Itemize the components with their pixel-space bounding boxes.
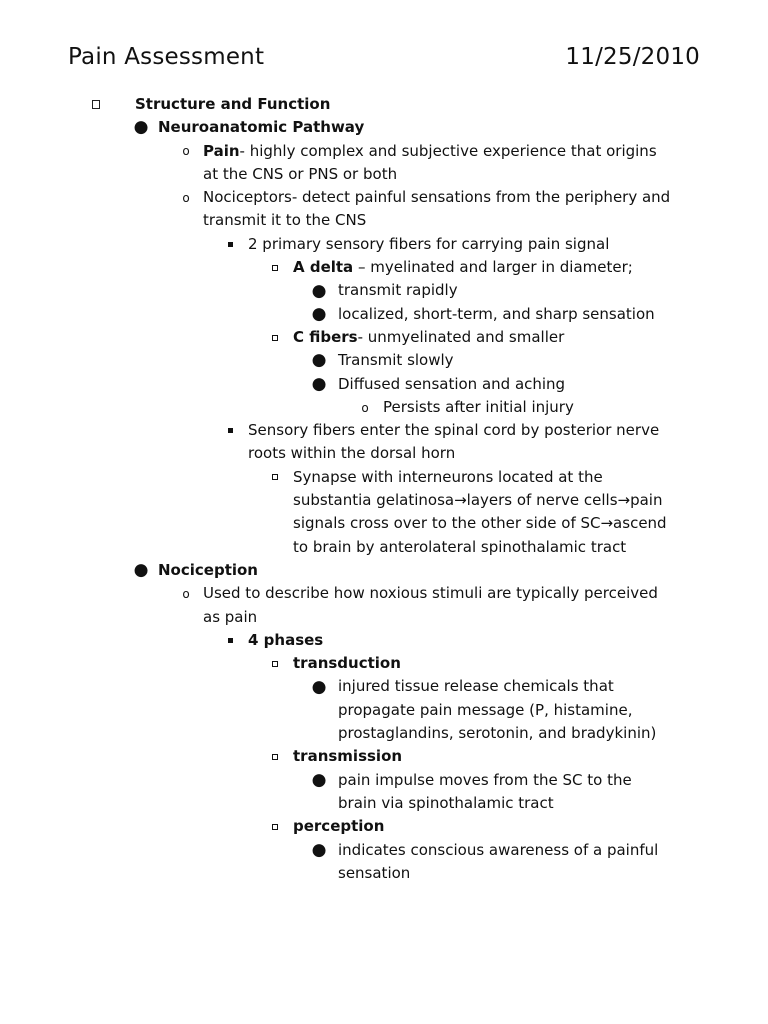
page-date: 11/25/2010 xyxy=(565,44,700,70)
outline-item-a-delta: A delta – myelinated and larger in diameter; xyxy=(0,256,768,279)
circle-bullet-icon: o xyxy=(182,190,190,205)
hollow-square-bullet-icon xyxy=(268,652,282,675)
outline-item-c-fibers: C fibers- unmyelinated and smaller xyxy=(0,326,768,349)
outline-item-structure-function: Structure and Function xyxy=(0,93,768,116)
outline-item-transduction: transduction xyxy=(0,652,768,675)
hollow-square-bullet-icon xyxy=(268,466,282,489)
outline-item-transmission: transmission xyxy=(0,745,768,768)
outline-item-diffused: ● Diffused sensation and aching xyxy=(0,373,768,396)
outline-item-persists: o Persists after initial injury xyxy=(0,396,768,419)
outline-notes xyxy=(0,93,768,885)
outline-item-nociceptors: o Nociceptors- detect painful sensations from the periphery and transmit it to the CNS xyxy=(0,186,768,233)
outline-item-nociception: ● Nociception xyxy=(0,559,768,582)
dot-bullet-icon: ● xyxy=(311,373,327,394)
outline-item-perception: perception xyxy=(0,815,768,838)
outline-item-transmit-rapidly: ● transmit rapidly xyxy=(0,279,768,302)
square-bullet-icon xyxy=(223,233,237,256)
outline-item-injured-tissue: ● injured tissue release chemicals that propagate pain message (P, histamine, prostaglandins, serotonin, and bradykinin) xyxy=(311,676,657,743)
dot-bullet-icon: ● xyxy=(311,303,327,324)
dot-bullet-icon: ● xyxy=(311,676,327,697)
page-title: Pain Assessment xyxy=(68,44,265,70)
circle-bullet-icon: o xyxy=(182,144,190,159)
dot-bullet-icon: ● xyxy=(311,350,327,371)
outline-item-sensory-fibers: Sensory fibers enter the spinal cord by posterior nerve roots within the dorsal horn xyxy=(0,419,768,466)
outline-item-primary-fibers: 2 primary sensory fibers for carrying pain signal xyxy=(0,233,768,256)
hollow-square-bullet-icon xyxy=(268,745,282,768)
square-bullet-icon xyxy=(223,629,237,652)
hollow-square-bullet-icon xyxy=(268,256,282,279)
outline-item-localized: ● localized, short-term, and sharp sensation xyxy=(0,303,768,326)
square-bullet-icon xyxy=(223,419,237,442)
outline-item-4-phases: 4 phases xyxy=(0,629,768,652)
outline-item-transmit-slowly: ● Transmit slowly xyxy=(0,349,768,372)
circle-bullet-icon: o xyxy=(182,586,190,601)
dot-bullet-icon: ● xyxy=(311,280,327,301)
dot-bullet-icon: ● xyxy=(311,769,327,790)
outline-item-pain: o Pain- highly complex and subjective experience that origins at the CNS or PNS or both xyxy=(0,140,768,187)
hollow-square-bullet-icon xyxy=(268,326,282,349)
outline-item-conscious-awareness: ● indicates conscious awareness of a painful sensation xyxy=(311,839,659,882)
outline-item-synapse: Synapse with interneurons located at the substantia gelatinosa→layers of nerve cells→pain signals cross over to the other side of SC→ascend to brain by anterolateral spinothalamic tract xyxy=(0,466,768,559)
circle-bullet-icon: o xyxy=(361,400,369,415)
dot-bullet-icon: ● xyxy=(311,839,327,860)
checkbox-bullet-icon[interactable] xyxy=(89,93,103,116)
outline-item-neuroanatomic-pathway: ● Neuroanatomic Pathway xyxy=(0,116,768,139)
dot-bullet-icon: ● xyxy=(133,117,149,138)
dot-bullet-icon: ● xyxy=(133,560,149,581)
outline-item-pain-impulse: ● pain impulse moves from the SC to the brain via spinothalamic tract xyxy=(311,769,632,812)
outline-item-used-to-describe: o Used to describe how noxious stimuli are typically perceived as pain xyxy=(0,582,768,629)
hollow-square-bullet-icon xyxy=(268,815,282,838)
